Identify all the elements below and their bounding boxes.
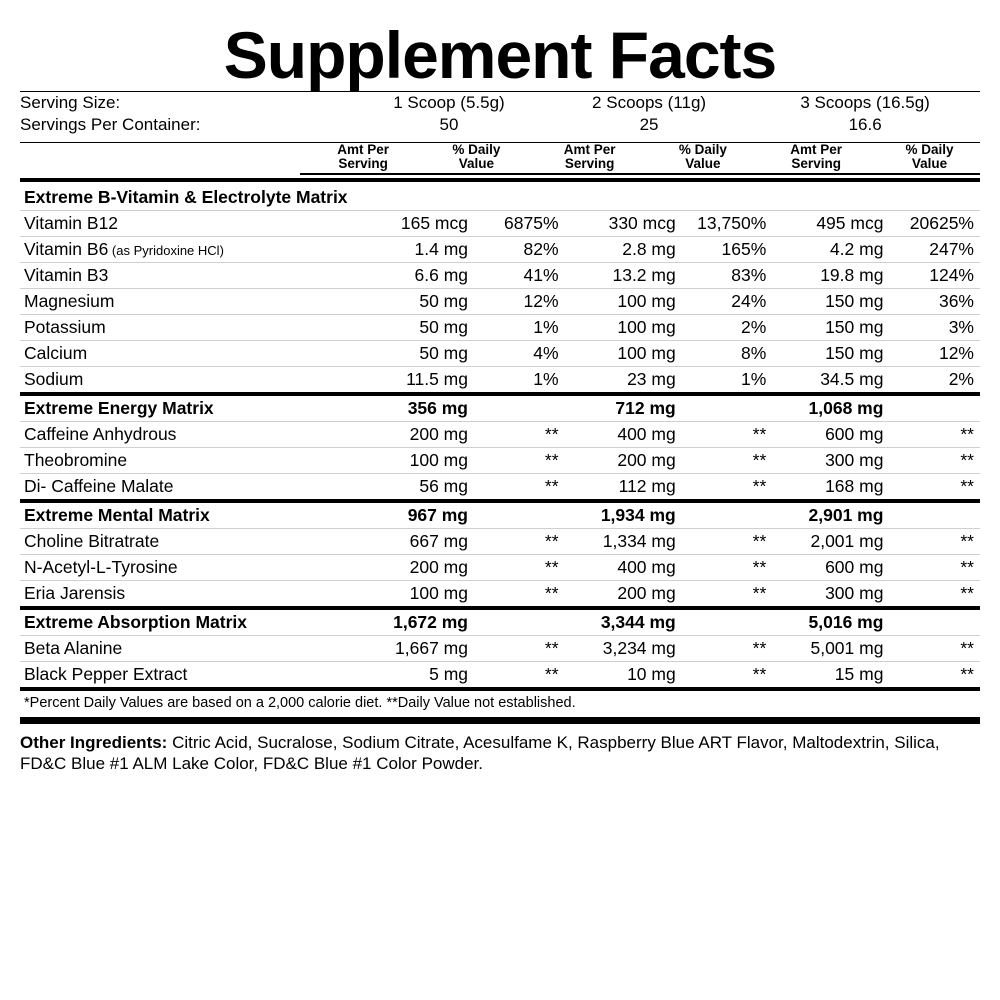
nutrient-name: Beta Alanine	[20, 636, 357, 662]
nutrient-amount: 15 mg	[772, 662, 887, 690]
table-row	[20, 211, 980, 237]
nutrient-daily-value: 83%	[680, 263, 773, 289]
nutrient-name: Black Pepper Extract	[20, 662, 357, 690]
nutrient-daily-value: 6875%	[472, 211, 565, 237]
servings-per-container-col3: 16.6	[848, 114, 882, 134]
table-row	[20, 143, 980, 174]
serving-info-table	[20, 92, 980, 136]
nutrient-amount: 967 mg	[357, 501, 472, 529]
nutrient-amount: 200 mg	[565, 581, 680, 609]
serving-size-col3: 3 Scoops (16.5g)	[800, 92, 930, 112]
nutrient-daily-value: 247%	[887, 237, 980, 263]
nutrient-amount: 712 mg	[565, 394, 680, 422]
nutrient-daily-value	[680, 501, 773, 529]
nutrient-amount: 3,344 mg	[565, 608, 680, 636]
nutrient-daily-value	[887, 501, 980, 529]
nutrient-amount: 100 mg	[565, 289, 680, 315]
nutrient-daily-value: **	[472, 448, 565, 474]
footnote-divider	[20, 717, 980, 724]
other-ingredients-label: Other Ingredients:	[20, 733, 168, 753]
nutrient-amount: 150 mg	[772, 315, 887, 341]
nutrient-daily-value: **	[680, 448, 773, 474]
table-row	[20, 529, 980, 555]
nutrient-daily-value: **	[680, 636, 773, 662]
nutrient-name: Sodium	[20, 367, 357, 395]
nutrient-amount: 1,672 mg	[357, 608, 472, 636]
nutrient-daily-value	[472, 501, 565, 529]
nutrient-name: Di- Caffeine Malate	[20, 474, 357, 502]
nutrient-amount: 200 mg	[357, 422, 472, 448]
nutrient-amount: 100 mg	[565, 315, 680, 341]
nutrient-daily-value: **	[472, 555, 565, 581]
table-row	[20, 237, 980, 263]
nutrient-facts-table	[20, 185, 980, 691]
nutrient-group-row	[20, 501, 980, 529]
nutrient-daily-value: 165%	[680, 237, 773, 263]
nutrient-daily-value: 4%	[472, 341, 565, 367]
nutrient-group-row	[20, 394, 980, 422]
nutrient-daily-value: **	[680, 555, 773, 581]
nutrient-amount: 11.5 mg	[357, 367, 472, 395]
nutrient-daily-value: 12%	[887, 341, 980, 367]
nutrient-amount: 112 mg	[565, 474, 680, 502]
col2-amt-line2: Serving	[564, 155, 615, 171]
nutrient-daily-value	[680, 394, 773, 422]
nutrient-amount: 600 mg	[772, 422, 887, 448]
nutrient-name: Calcium	[20, 341, 357, 367]
table-row	[20, 92, 980, 114]
nutrient-amount: 34.5 mg	[772, 367, 887, 395]
nutrient-daily-value: **	[680, 662, 773, 690]
nutrient-daily-value: 12%	[472, 289, 565, 315]
col2-dv-line2: Value	[685, 155, 721, 171]
nutrient-daily-value: 82%	[472, 237, 565, 263]
nutrient-amount: 2.8 mg	[565, 237, 680, 263]
nutrient-amount: 200 mg	[565, 448, 680, 474]
nutrient-name: Eria Jarensis	[20, 581, 357, 609]
nutrient-daily-value: 1%	[680, 367, 773, 395]
nutrient-daily-value	[887, 608, 980, 636]
column-headers-table	[20, 143, 980, 175]
nutrient-name: Extreme Mental Matrix	[20, 501, 357, 529]
nutrient-amount: 2,901 mg	[772, 501, 887, 529]
nutrient-daily-value	[680, 185, 773, 211]
col1-dv-line1: % Daily	[452, 141, 501, 157]
col2-dv-line1: % Daily	[678, 141, 727, 157]
nutrient-daily-value: 36%	[887, 289, 980, 315]
table-row	[20, 636, 980, 662]
nutrient-daily-value: **	[680, 474, 773, 502]
table-row	[20, 422, 980, 448]
nutrient-daily-value	[887, 185, 980, 211]
nutrient-daily-value: **	[887, 448, 980, 474]
col1-amt-line1: Amt Per	[337, 141, 390, 157]
nutrient-daily-value: 2%	[680, 315, 773, 341]
serving-size-label: Serving Size:	[20, 92, 121, 112]
servings-per-container-label: Servings Per Container:	[20, 114, 201, 134]
other-ingredients	[20, 732, 980, 775]
nutrient-daily-value: 2%	[887, 367, 980, 395]
other-ingredients-text: Citric Acid, Sucralose, Sodium Citrate, Acesulfame K, Raspberry Blue ART Flavor, Maltodextrin, Silica, FD&C Blue #1 ALM Lake Color, FD&C Blue #1 Color Powder.	[20, 733, 940, 774]
nutrient-daily-value: 41%	[472, 263, 565, 289]
nutrient-name: Theobromine	[20, 448, 357, 474]
nutrient-amount: 19.8 mg	[772, 263, 887, 289]
nutrient-amount: 50 mg	[357, 289, 472, 315]
table-row	[20, 555, 980, 581]
nutrient-daily-value: 1%	[472, 367, 565, 395]
nutrient-daily-value	[887, 394, 980, 422]
table-row	[20, 448, 980, 474]
table-row	[20, 662, 980, 690]
nutrient-daily-value: 8%	[680, 341, 773, 367]
table-row	[20, 289, 980, 315]
nutrient-amount: 4.2 mg	[772, 237, 887, 263]
nutrient-daily-value: **	[472, 662, 565, 690]
nutrient-amount: 300 mg	[772, 581, 887, 609]
nutrient-amount: 150 mg	[772, 289, 887, 315]
nutrient-amount: 50 mg	[357, 315, 472, 341]
nutrient-group-row	[20, 185, 980, 211]
nutrient-amount: 6.6 mg	[357, 263, 472, 289]
table-row	[20, 114, 980, 136]
nutrient-amount: 495 mcg	[772, 211, 887, 237]
nutrient-amount: 3,234 mg	[565, 636, 680, 662]
nutrient-daily-value: **	[887, 662, 980, 690]
nutrient-amount: 10 mg	[565, 662, 680, 690]
nutrient-amount: 168 mg	[772, 474, 887, 502]
nutrient-daily-value: **	[887, 474, 980, 502]
table-row	[20, 581, 980, 609]
nutrient-daily-value: 20625%	[887, 211, 980, 237]
col2-amt-line1: Amt Per	[563, 141, 616, 157]
nutrient-amount: 56 mg	[357, 474, 472, 502]
nutrient-amount: 1,334 mg	[565, 529, 680, 555]
nutrient-daily-value	[472, 608, 565, 636]
nutrient-amount: 5 mg	[357, 662, 472, 690]
nutrient-amount: 13.2 mg	[565, 263, 680, 289]
nutrient-amount: 2,001 mg	[772, 529, 887, 555]
nutrient-daily-value: **	[887, 422, 980, 448]
nutrient-daily-value: 3%	[887, 315, 980, 341]
nutrient-amount: 1,667 mg	[357, 636, 472, 662]
header-divider	[20, 178, 980, 182]
nutrient-amount: 356 mg	[357, 394, 472, 422]
nutrient-amount	[772, 185, 887, 211]
nutrient-name: Potassium	[20, 315, 357, 341]
nutrient-amount: 100 mg	[357, 448, 472, 474]
nutrient-amount: 100 mg	[565, 341, 680, 367]
col3-amt-line1: Amt Per	[790, 141, 843, 157]
nutrient-amount: 400 mg	[565, 422, 680, 448]
nutrient-amount: 1,068 mg	[772, 394, 887, 422]
nutrient-amount: 667 mg	[357, 529, 472, 555]
nutrient-name: Vitamin B6 (as Pyridoxine HCl)	[20, 237, 357, 263]
nutrient-name: Extreme Energy Matrix	[20, 394, 357, 422]
servings-per-container-col1: 50	[439, 114, 459, 134]
nutrient-daily-value: **	[472, 422, 565, 448]
nutrient-daily-value: **	[680, 581, 773, 609]
nutrient-name: Magnesium	[20, 289, 357, 315]
nutrient-daily-value: **	[472, 581, 565, 609]
nutrient-amount: 5,001 mg	[772, 636, 887, 662]
nutrient-daily-value: **	[887, 636, 980, 662]
nutrient-amount: 600 mg	[772, 555, 887, 581]
serving-size-col1: 1 Scoop (5.5g)	[393, 92, 505, 112]
nutrient-daily-value: **	[887, 529, 980, 555]
nutrient-daily-value: **	[887, 581, 980, 609]
table-row	[20, 315, 980, 341]
nutrient-daily-value	[680, 608, 773, 636]
col3-amt-line2: Serving	[791, 155, 841, 171]
nutrient-name: Caffeine Anhydrous	[20, 422, 357, 448]
nutrient-amount: 165 mcg	[357, 211, 472, 237]
table-row	[20, 341, 980, 367]
nutrient-daily-value: **	[472, 529, 565, 555]
nutrient-amount	[357, 185, 472, 211]
footnote: *Percent Daily Values are based on a 2,000 calorie diet. **Daily Value not established.	[24, 695, 576, 712]
nutrient-name: Choline Bitratrate	[20, 529, 357, 555]
nutrient-daily-value: **	[472, 636, 565, 662]
nutrient-name: Extreme Absorption Matrix	[20, 608, 357, 636]
nutrient-name: Vitamin B3	[20, 263, 357, 289]
nutrient-amount	[565, 185, 680, 211]
nutrient-daily-value	[472, 394, 565, 422]
nutrient-amount: 1.4 mg	[357, 237, 472, 263]
nutrient-daily-value: 13,750%	[680, 211, 773, 237]
table-row	[20, 474, 980, 502]
nutrient-amount: 1,934 mg	[565, 501, 680, 529]
col1-amt-line2: Serving	[338, 155, 388, 171]
nutrient-daily-value: **	[680, 529, 773, 555]
nutrient-daily-value: 124%	[887, 263, 980, 289]
nutrient-amount: 300 mg	[772, 448, 887, 474]
table-row	[20, 367, 980, 395]
nutrient-amount: 5,016 mg	[772, 608, 887, 636]
nutrient-daily-value: **	[472, 474, 565, 502]
nutrient-amount: 50 mg	[357, 341, 472, 367]
servings-per-container-col2: 25	[639, 114, 659, 134]
nutrient-name: N-Acetyl-L-Tyrosine	[20, 555, 357, 581]
nutrient-amount: 23 mg	[565, 367, 680, 395]
nutrient-daily-value	[472, 185, 565, 211]
nutrient-daily-value: 1%	[472, 315, 565, 341]
nutrient-daily-value: 24%	[680, 289, 773, 315]
nutrient-daily-value: **	[887, 555, 980, 581]
col3-dv-line2: Value	[911, 155, 948, 171]
nutrient-amount: 150 mg	[772, 341, 887, 367]
nutrient-daily-value: **	[680, 422, 773, 448]
nutrient-name-qualifier: (as Pyridoxine HCl)	[108, 243, 224, 259]
table-row	[20, 263, 980, 289]
nutrient-name: Vitamin B12	[20, 211, 357, 237]
col3-dv-line1: % Daily	[905, 141, 954, 157]
page-title: Supplement Facts	[223, 18, 777, 92]
serving-size-col2: 2 Scoops (11g)	[592, 92, 707, 112]
nutrient-amount: 400 mg	[565, 555, 680, 581]
nutrient-name: Extreme B-Vitamin & Electrolyte Matrix	[20, 185, 357, 211]
nutrient-amount: 200 mg	[357, 555, 472, 581]
nutrient-amount: 330 mcg	[565, 211, 680, 237]
col1-dv-line2: Value	[458, 155, 495, 171]
nutrient-amount: 100 mg	[357, 581, 472, 609]
nutrient-group-row	[20, 608, 980, 636]
